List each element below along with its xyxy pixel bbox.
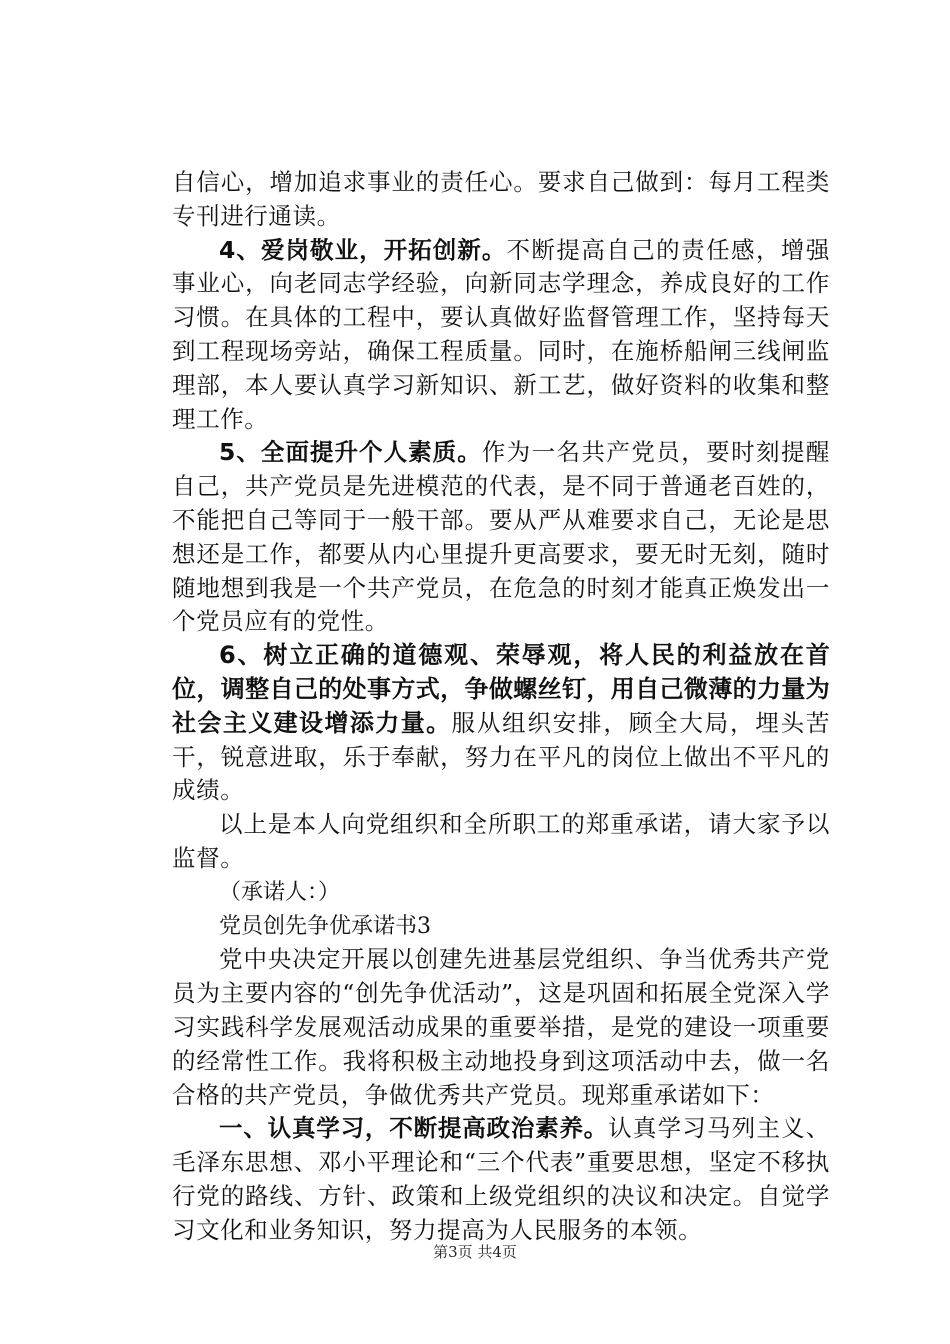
page-footer: 第3页 共4页 [433,1243,517,1261]
item-one-title: 一、认真学习，不断提高政治素养。 [219,1114,609,1143]
paragraph-continuation: 自信心，增加追求事业的责任心。要求自己做到：每月工程类专刊进行通读。 [172,168,830,230]
item-6-text: 服从组织安排，顾全大局，埋头苦干，锐意进取，乐于奉献，努力在平凡的岗位上做出不平凡的成绩。 [172,708,830,805]
item-4-text: 不断提高自己的责任感，增强事业心，向老同志学经验，向新同志学理念，养成良好的工作习惯。在具体的工程中，要认真做好监督管理工作，坚持每天到工程现场旁站，确保工程质量。同时，在施桥船闸三线闸监理部，本人要认真学习新知识、新工艺，做好资料的收集和整理工作。 [172,235,830,433]
item-5-title: 5、全面提升个人素质。 [219,438,482,467]
paragraph-item-6 [172,639,830,808]
paragraph-intro: 党中央决定开展以创建先进基层党组织、争当优秀共产党员为主要内容的“创先争优活动”，这是巩固和拓展全党深入学习实践科学发展观活动成果的重要举措，是党的建设一项重要的经常性工作。我将积极主动地投身到这项活动中去，做一名合格的共产党员，争做优秀共产党员。现郑重承诺如下： [172,945,830,1109]
document-body [172,166,830,1248]
item-5-text: 作为一名共产党员，要时刻提醒自己，共产党员是先进模范的代表，是不同于普通老百姓的，不能把自己等同于一般干部。要从严从难要求自己，无论是思想还是工作，都要从内心里提升更高要求，要无时无刻，随时随地想到我是一个共产党员，在危急的时刻才能真正焕发出一个党员应有的党性。 [172,438,830,636]
signer-line: （承诺人：） [219,879,341,905]
section-heading: 党员创先争优承诺书3 [219,913,431,939]
paragraph-item-4 [172,234,830,437]
paragraph-closing: 以上是本人向党组织和全所职工的郑重承诺，请大家予以监督。 [172,810,830,872]
paragraph-item-one [172,1112,830,1247]
item-one-text: 认真学习马列主义、毛泽东思想、邓小平理论和“三个代表”重要思想，坚定不移执行党的路线、方针、政策和上级党组织的决议和决定。自觉学习文化和业务知识，努力提高为人民服务的本领。 [172,1114,831,1244]
paragraph-item-5 [172,436,830,639]
item-6-title: 6、树立正确的道德观、荣辱观，将人民的利益放在首位，调整自己的处事方式，争做螺丝钉，用自己微薄的力量为社会主义建设增添力量。 [172,641,830,737]
item-4-title: 4、爱岗敬业，开拓创新。 [219,235,507,264]
